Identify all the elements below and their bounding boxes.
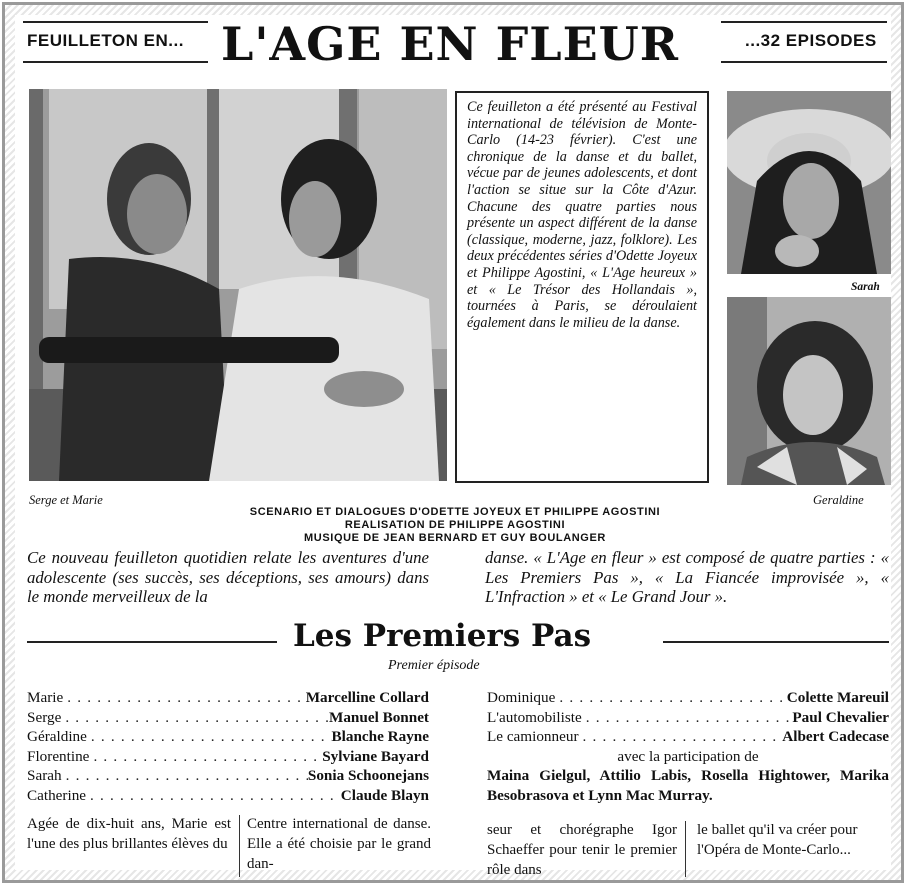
cast-leader-dots <box>63 688 305 708</box>
cast-row <box>487 688 889 708</box>
cast-actor: Paul Chevalier <box>792 708 889 726</box>
caption-serge-marie: Serge et Marie <box>29 493 103 507</box>
cast-role: L'automobiliste <box>487 708 582 726</box>
credits <box>195 506 715 545</box>
caption-sarah: Sarah <box>851 281 880 293</box>
feature-box-text: Ce feuilleton a été présenté au Festival international de télévision de Monte-Carlo (14-23 février). C'est une chronique de la danse et du ballet, vécue par de jeunes adolescents, et dont l'action se situe sur la Côte d'Azur. Chacune des quatre parties nous présente un aspect différent de la danse (classique, moderne, jazz, folklore). Les deux précédentes séries d'Odette Joyeux et Philippe Agostini, « L'Age heureux » et « Le Trésor des Hollandais », tournées à Paris, se déroulaient également dans le milieu de la danse. <box>467 99 697 331</box>
cast-leader-dots <box>87 727 332 747</box>
cast-actor: Claude Blayn <box>340 786 429 804</box>
cast-leader-dots <box>582 708 793 728</box>
cast-leader-dots <box>62 766 308 786</box>
cast-leader-dots <box>86 786 341 806</box>
cast-row <box>27 708 429 728</box>
cast-actor: Blanche Rayne <box>331 728 429 746</box>
feature-box <box>455 91 709 483</box>
body-column-4: le ballet qu'il va créer pour l'Opéra de Monte-Carlo... <box>697 822 858 858</box>
credits-line-2: REALISATION DE PHILIPPE AGOSTINI <box>344 519 566 531</box>
photo-serge-marie <box>29 89 447 481</box>
cast-role: Catherine <box>27 786 87 804</box>
photo-geraldine <box>727 297 891 485</box>
participation-names: Maina Gielgul, Attilio Labis, Rosella Hightower, Marika Besobrasova et Lynn Mac Murray. <box>487 767 889 804</box>
cast-role: Sarah <box>27 767 62 785</box>
cast-actor: Albert Cadecase <box>782 728 889 746</box>
cast-actor: Sonia Schoonejans <box>307 767 429 785</box>
cast-row <box>27 786 429 806</box>
cast-row <box>27 688 429 708</box>
cast-leader-dots <box>61 708 329 728</box>
cast-list-left <box>27 688 429 806</box>
cast-row <box>487 708 889 728</box>
page-frame <box>2 2 904 883</box>
header-rule-left-top <box>23 21 208 23</box>
header-rule-right-top <box>721 21 887 23</box>
cast-leader-dots <box>89 747 322 767</box>
cast-actor: Marcelline Collard <box>305 689 429 706</box>
intro-right: danse. « L'Age en fleur » est composé de quatre parties : « Les Premiers Pas », « La Fiancée improvisée », « L'Infraction » et « Le Grand Jour ». <box>485 548 889 607</box>
cast-actor: Manuel Bonnet <box>329 708 429 726</box>
episode-rule-left <box>27 641 277 643</box>
caption-geraldine: Geraldine <box>813 493 864 507</box>
cast-actor: Sylviane Bayard <box>322 747 429 765</box>
credits-line-1: SCENARIO ET DIALOGUES D'ODETTE JOYEUX ET PHILIPPE AGOSTINI <box>249 506 661 518</box>
page-inner <box>15 15 891 878</box>
cast-row <box>27 727 429 747</box>
cast-row <box>27 766 429 786</box>
episode-rule-right <box>663 641 889 643</box>
body-column-2: Centre international de danse. Elle a été choisie par le grand dan- <box>247 816 431 872</box>
photo-serge-marie-image <box>29 89 447 481</box>
header-rule-right-bottom <box>721 61 887 63</box>
photo-sarah <box>727 91 891 274</box>
column-divider-1 <box>239 815 240 877</box>
episode-title: Les Premiers Pas <box>293 618 592 654</box>
cast-leader-dots <box>555 688 786 708</box>
cast-role: Dominique <box>487 689 556 706</box>
intro-left: Ce nouveau feuilleton quotidien relate les aventures d'une adolescente (ses succès, ses déceptions, ses amours) dans le monde merveilleux de la <box>27 548 429 607</box>
cast-actor: Colette Mareuil <box>786 689 889 706</box>
cast-role: Florentine <box>27 747 90 765</box>
cast-role: Le camionneur <box>487 728 579 746</box>
header-left: FEUILLETON EN... <box>27 31 184 50</box>
cast-list-right <box>487 688 889 806</box>
cast-leader-dots <box>579 727 783 747</box>
header-rule-left-bottom <box>23 61 208 63</box>
cast-row <box>487 727 889 747</box>
participation-label: avec la participation de <box>617 747 759 765</box>
page-title: L'AGE EN FLEUR <box>221 17 680 71</box>
episode-subtitle: Premier épisode <box>388 658 480 673</box>
cast-row <box>27 747 429 767</box>
cast-role: Géraldine <box>27 728 87 746</box>
column-divider-2 <box>685 821 686 877</box>
body-column-3: seur et chorégraphe Igor Schaeffer pour tenir le premier rôle dans <box>487 822 677 878</box>
photo-sarah-image <box>727 91 891 274</box>
photo-geraldine-image <box>727 297 891 485</box>
credits-line-3: MUSIQUE DE JEAN BERNARD ET GUY BOULANGER <box>304 532 606 544</box>
body-column-1: Agée de dix-huit ans, Marie est l'une des plus brillantes élèves du <box>27 816 231 852</box>
cast-role: Serge <box>27 708 62 726</box>
header-right: ...32 EPISODES <box>745 31 877 50</box>
cast-role: Marie <box>27 689 64 706</box>
